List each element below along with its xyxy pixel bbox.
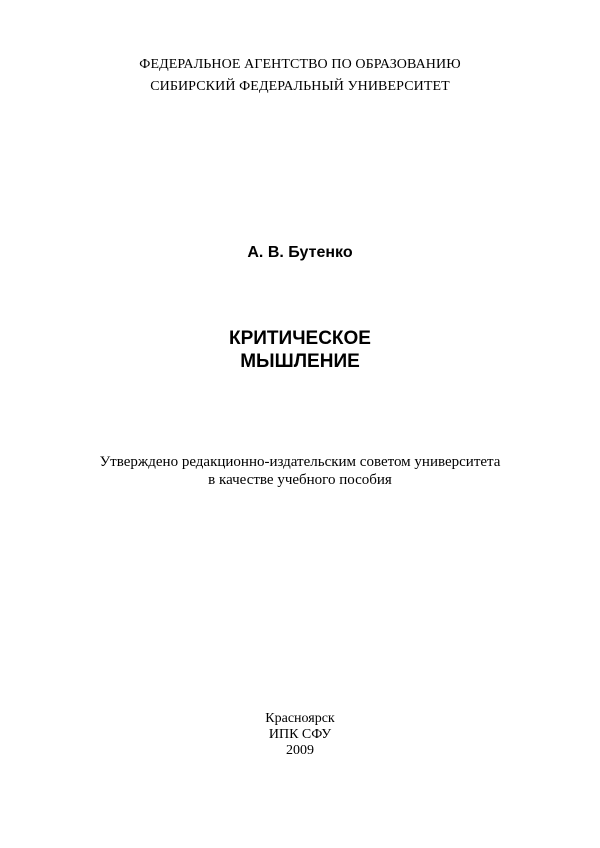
header-agency: ФЕДЕРАЛЬНОЕ АГЕНТСТВО ПО ОБРАЗОВАНИЮ bbox=[139, 57, 461, 72]
author-name: А. В. Бутенко bbox=[247, 244, 353, 261]
approval-line-1: Утверждено редакционно-издательским советом университета bbox=[99, 454, 501, 470]
imprint-year: 2009 bbox=[286, 743, 314, 758]
title-line-2: МЫШЛЕНИЕ bbox=[240, 351, 360, 372]
imprint-publisher: ИПК СФУ bbox=[268, 727, 332, 742]
header-university: СИБИРСКИЙ ФЕДЕРАЛЬНЫЙ УНИВЕРСИТЕТ bbox=[150, 79, 450, 94]
imprint-city: Красноярск bbox=[265, 711, 335, 726]
approval-line-2: в качестве учебного пособия bbox=[208, 472, 392, 488]
title-line-1: КРИТИЧЕСКОЕ bbox=[229, 328, 371, 349]
